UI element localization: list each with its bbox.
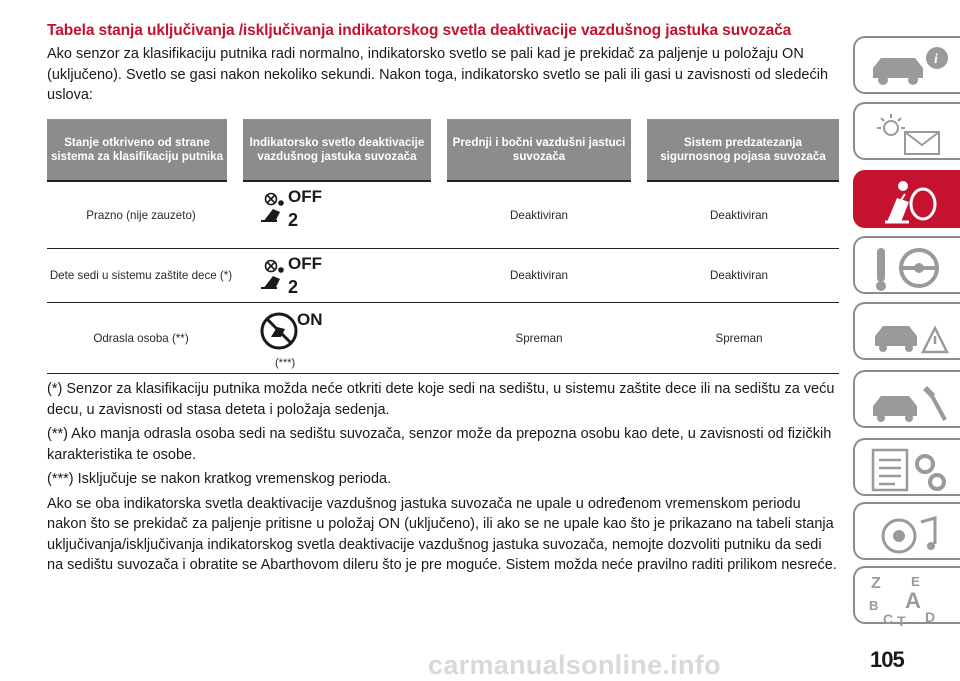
header-indicator-light: Indikatorsko svetlo deaktivacije vazdušnog jastuka suvozača xyxy=(235,119,439,181)
state-cell: Odrasla osoba (**) xyxy=(47,303,235,374)
tab-starting-driving[interactable] xyxy=(853,236,960,294)
multimedia-icon xyxy=(865,508,955,558)
indicator-state-text: OFF xyxy=(288,187,322,206)
svg-text:E: E xyxy=(911,574,920,589)
table-row xyxy=(47,303,839,374)
indicator-state-text: OFF xyxy=(288,254,322,273)
footnote-2: (**) Ako manja odrasla osoba sedi na sedištu suvozača, senzor može da prepozna osobu kao dete, u zavisnosti od fizičkih karakteristika te osobe. xyxy=(47,426,832,463)
airbag-safety-icon xyxy=(865,176,955,226)
indicator-cell xyxy=(235,303,439,374)
watermark: carmanualsonline.info xyxy=(428,650,721,680)
footnote-3: (***) Isključuje se nakon kratkog vremenskog perioda. xyxy=(47,471,392,487)
airbags-cell: Deaktiviran xyxy=(439,181,639,249)
airbags-cell: Spreman xyxy=(439,303,639,374)
emergency-breakdown-icon xyxy=(865,308,955,358)
footnote-1: (*) Senzor za klasifikaciju putnika možda neće otkriti dete koje sedi na sedištu, u sistemu zaštite dece ili na sedištu za veću decu, u zavisnosti od stasa deteta i položaja sedenja. xyxy=(47,381,835,418)
table-row xyxy=(47,181,839,249)
indicator-cell xyxy=(235,181,439,249)
intro-paragraph: Ako senzor za klasifikaciju putnika radi normalno, indikatorsko svetlo se pali kad je prekidač za paljenje u položaju ON (uključeno). Svetlo se gasi nakon nekoliko sekundi. Nakon toga, indikatorsko svetlo se pali ili gasi u zavisnosti od sledećih uslova: xyxy=(47,46,829,103)
svg-text:D: D xyxy=(925,609,936,625)
steering-key-icon xyxy=(865,242,955,292)
pretensioner-cell: Spreman xyxy=(639,303,839,374)
tab-safety[interactable] xyxy=(853,170,960,228)
svg-text:i: i xyxy=(934,52,938,67)
header-belt-pretensioner: Sistem predzatezanja sigurnosnog pojasa suvozača xyxy=(639,119,839,181)
tab-multimedia[interactable] xyxy=(853,502,960,560)
svg-text:C: C xyxy=(883,611,894,626)
indicator-digit: 2 xyxy=(288,210,299,229)
car-maintenance-icon xyxy=(865,376,955,426)
airbag-status-table xyxy=(47,119,839,374)
warning-lights-icon xyxy=(865,108,955,158)
notes-section xyxy=(47,379,839,580)
header-detected-state: Stanje otkriveno od strane sistema za klasifikaciju putnika xyxy=(47,119,235,181)
svg-text:T: T xyxy=(897,613,906,626)
header-front-side-airbags: Prednji i bočni vazdušni jastuci suvozača xyxy=(439,119,639,181)
tab-car-info[interactable] xyxy=(853,36,960,94)
table-row xyxy=(47,249,839,303)
svg-text:Z: Z xyxy=(871,575,881,592)
page-number: 105 xyxy=(870,647,904,672)
state-cell: Prazno (nije zauzeto) xyxy=(47,181,235,249)
warning-paragraph: Ako se oba indikatorska svetla deaktivacije vazdušnog jastuka suvozača ne upale u određenom vremenskom periodu nakon što se prekidač za paljenje pritisne u položaj ON (uključeno), ili ako se ne upale kao što je prikazano na tabeli stanja uključivanja/isključivanja indikatorskog svetla deaktivacije vazdušnog jastuka suvozača, nemojte dozvoliti putniku da sedi na sedištu suvozača i obratite se Abarthovom dileru što je pre moguće. Sistem možda neće pravilno raditi prilikom nesreće. xyxy=(47,495,837,573)
svg-text:A: A xyxy=(905,588,921,613)
airbag-on-indicator-icon xyxy=(255,307,345,353)
airbag-off-indicator-icon xyxy=(255,185,345,229)
tab-warning-lights[interactable] xyxy=(853,102,960,160)
indicator-digit: 2 xyxy=(288,277,299,296)
section-title: Tabela stanja uključivanja /isključivanja indikatorskog svetla deaktivacije vazdušnog jastuka suvozača xyxy=(47,22,792,39)
pretensioner-cell: Deaktiviran xyxy=(639,249,839,303)
state-cell: Dete sedi u sistemu zaštite dece (*) xyxy=(47,249,235,303)
tab-maintenance[interactable] xyxy=(853,370,960,428)
airbag-off-indicator-icon xyxy=(255,252,345,296)
indicator-note: (***) xyxy=(275,357,296,369)
indicator-cell xyxy=(235,249,439,303)
svg-text:B: B xyxy=(869,598,879,613)
tab-technical-data[interactable] xyxy=(853,438,960,496)
pretensioner-cell: Deaktiviran xyxy=(639,181,839,249)
airbags-cell: Deaktiviran xyxy=(439,249,639,303)
technical-data-icon xyxy=(865,444,955,494)
tab-index[interactable] xyxy=(853,566,960,624)
indicator-state-text: ON xyxy=(297,310,323,329)
index-icon xyxy=(865,572,955,626)
table-header-row xyxy=(47,119,839,181)
car-info-icon xyxy=(865,42,955,92)
tab-emergency[interactable] xyxy=(853,302,960,360)
